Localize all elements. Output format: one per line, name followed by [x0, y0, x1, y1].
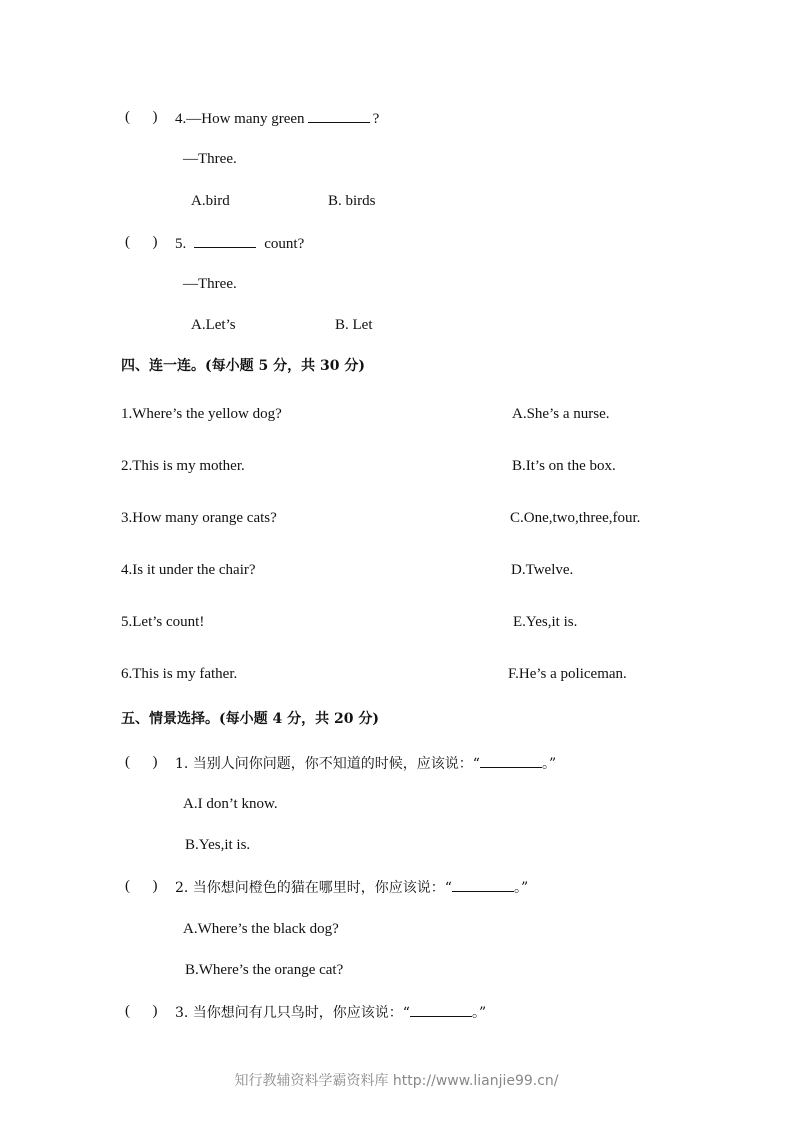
s5-q2-paren: ( ) [125, 878, 158, 894]
match-left-6: 6.This is my father. [121, 666, 238, 682]
q4-paren: ( ) [125, 109, 158, 125]
q5-paren: ( ) [125, 234, 158, 250]
s5-q2-option-b: B.Where’s the orange cat? [185, 962, 344, 978]
q4-blank[interactable] [308, 108, 370, 123]
q4-text: 4.—How many green [175, 111, 305, 127]
s5-q3-close: 。” [471, 1005, 487, 1021]
section5-heading: 五、情景选择。(每小题 4 分，共 20 分) [121, 711, 379, 727]
s5-q2-text: 2. 当你想问橙色的猫在哪里时，你应该说：“ [175, 880, 452, 896]
q4-option-b: B. birds [328, 193, 376, 209]
q5-blank[interactable] [194, 233, 256, 248]
match-left-4: 4.Is it under the chair? [121, 562, 256, 578]
section4-heading: 四、连一连。(每小题 5 分，共 30 分) [121, 358, 365, 374]
s5-q1-option-a: A.I don’t know. [183, 796, 278, 812]
q5-option-b: B. Let [335, 317, 373, 333]
footer-watermark: 知行教辅资料学霸资料库 http://www.lianjie99.cn/ [234, 1073, 559, 1089]
s5-q1-text: 1. 当别人问你问题，你不知道的时候，应该说：“ [175, 756, 480, 772]
match-right-b: B.It’s on the box. [512, 458, 616, 474]
match-right-a: A.She’s a nurse. [512, 406, 610, 422]
s5-q1-option-b: B.Yes,it is. [185, 837, 251, 853]
s5-q2-question [175, 877, 528, 897]
match-left-5: 5.Let’s count! [121, 614, 205, 630]
match-left-1: 1.Where’s the yellow dog? [121, 406, 282, 422]
q4-question [175, 108, 379, 128]
q4-option-a: A.bird [191, 193, 230, 209]
s5-q3-blank[interactable] [410, 1002, 472, 1017]
s5-q2-close: 。” [513, 880, 529, 896]
s5-q1-blank[interactable] [480, 753, 542, 768]
match-left-3: 3.How many orange cats? [121, 510, 277, 526]
s5-q3-text: 3. 当你想问有几只鸟时，你应该说：“ [175, 1005, 410, 1021]
q5-num: 5. [175, 236, 187, 252]
match-left-2: 2.This is my mother. [121, 458, 245, 474]
q5-text: count? [264, 236, 305, 252]
match-right-e: E.Yes,it is. [513, 614, 578, 630]
match-right-d: D.Twelve. [511, 562, 574, 578]
q5-answer: —Three. [183, 276, 237, 292]
s5-q2-option-a: A.Where’s the black dog? [183, 921, 339, 937]
q4-answer: —Three. [183, 151, 237, 167]
s5-q1-question [175, 753, 556, 773]
s5-q3-paren: ( ) [125, 1003, 158, 1019]
q5-option-a: A.Let’s [191, 317, 236, 333]
s5-q1-paren: ( ) [125, 754, 158, 770]
q4-qmark: ? [372, 111, 380, 127]
s5-q3-question [175, 1002, 486, 1022]
match-right-c: C.One,two,three,four. [510, 510, 641, 526]
s5-q1-close: 。” [541, 756, 557, 772]
match-right-f: F.He’s a policeman. [508, 666, 627, 682]
s5-q2-blank[interactable] [452, 877, 514, 892]
q5-question [175, 233, 304, 253]
